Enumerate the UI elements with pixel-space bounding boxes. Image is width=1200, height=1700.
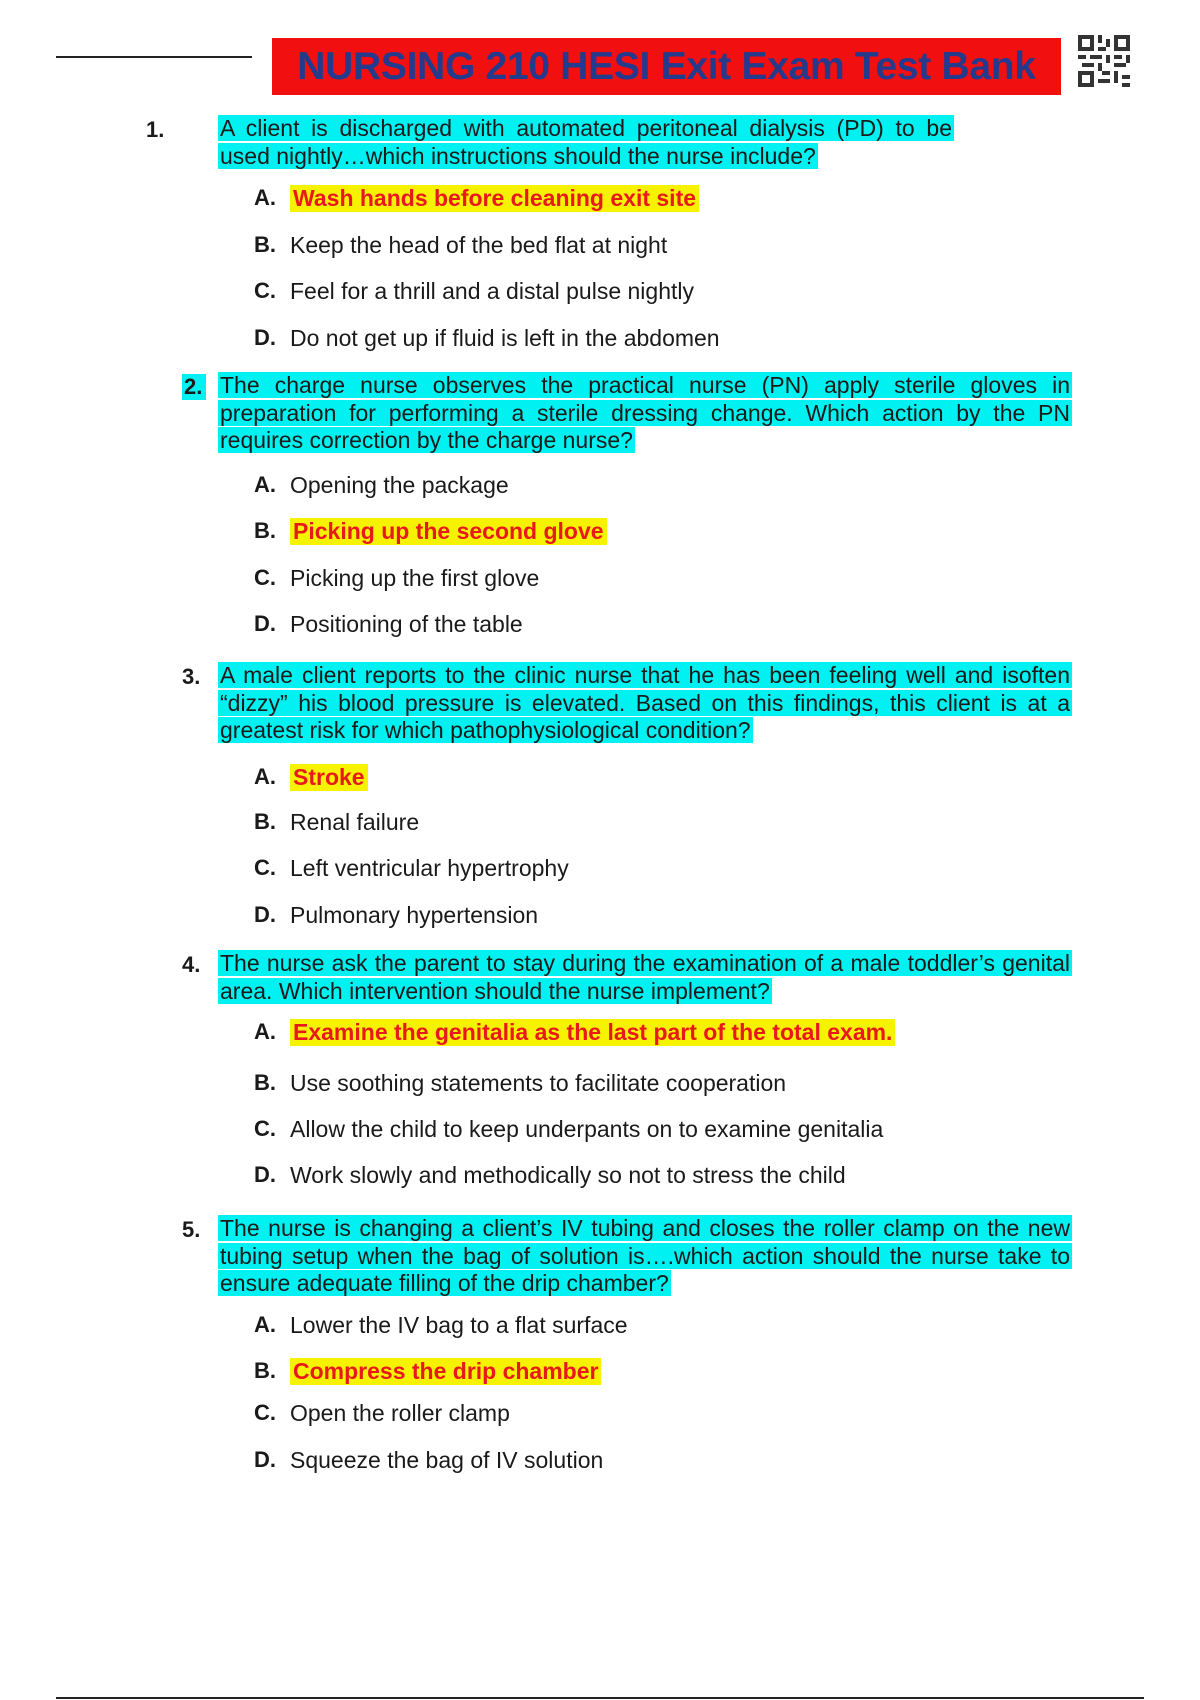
option-2c[interactable] [254, 563, 539, 593]
question-text-highlight: A male client reports to the clinic nurse that he has been feeling well and isoften “dizzy” his blood pressure is elevated. Based on this findings, this client is at a greatest risk for which pathophysiological condition? [220, 662, 1070, 743]
option-letter: D. [254, 611, 276, 636]
option-4d[interactable] [254, 1160, 846, 1190]
option-text: Renal failure [290, 808, 420, 835]
option-2b[interactable] [254, 516, 607, 546]
option-4b[interactable] [254, 1068, 786, 1098]
question-text [218, 115, 954, 170]
option-letter: C. [254, 1116, 276, 1141]
option-1b[interactable] [254, 230, 667, 260]
option-text: Left ventricular hypertrophy [290, 854, 569, 881]
option-3d[interactable] [254, 900, 538, 930]
question-text [218, 372, 1072, 455]
option-text: Keep the head of the bed flat at night [290, 231, 668, 258]
option-letter: B. [254, 1070, 276, 1095]
question-text-highlight: The charge nurse observes the practical nurse (PN) apply sterile gloves in preparation for performing a sterile dressing change. Which action by the PN requires correction by the charge nurse? [220, 372, 1070, 453]
option-5b[interactable] [254, 1356, 601, 1386]
correct-answer-text: Compress the drip chamber [290, 1358, 601, 1385]
correct-answer-text: Wash hands before cleaning exit site [290, 185, 699, 212]
option-text: Allow the child to keep underpants on to examine genitalia [290, 1115, 884, 1142]
option-letter: A. [254, 185, 276, 210]
option-letter: B. [254, 232, 276, 257]
option-letter: B. [254, 809, 276, 834]
option-4a[interactable] [254, 1017, 895, 1047]
option-letter: C. [254, 855, 276, 880]
option-2a[interactable] [254, 470, 509, 500]
correct-answer-text: Examine the genitalia as the last part of the total exam. [290, 1019, 895, 1046]
option-text: Feel for a thrill and a distal pulse nightly [290, 277, 694, 304]
option-letter: A. [254, 472, 276, 497]
option-text: Use soothing statements to facilitate cooperation [290, 1069, 787, 1096]
option-text: Squeeze the bag of IV solution [290, 1446, 604, 1473]
option-letter: C. [254, 278, 276, 303]
option-letter: D. [254, 1162, 276, 1187]
header-rule [56, 56, 252, 58]
option-letter: D. [254, 1447, 276, 1472]
question-text [218, 662, 1072, 745]
question-number: 3. [182, 664, 201, 689]
question-number: 5. [182, 1217, 201, 1242]
question-text-highlight: The nurse is changing a client’s IV tubing and closes the roller clamp on the new tubing setup when the bag of solution is….which action should the nurse take to ensure adequate filling of the drip chamber? [220, 1215, 1070, 1296]
option-text: Lower the IV bag to a flat surface [290, 1311, 628, 1338]
option-letter: A. [254, 764, 276, 789]
option-text: Positioning of the table [290, 610, 523, 637]
correct-answer-text: Picking up the second glove [290, 518, 607, 545]
question-number: 2. [182, 374, 206, 400]
question-text [218, 1215, 1072, 1298]
option-letter: D. [254, 325, 276, 350]
option-letter: B. [254, 518, 276, 543]
option-5d[interactable] [254, 1445, 603, 1475]
correct-answer-text: Stroke [290, 764, 368, 791]
option-4c[interactable] [254, 1114, 883, 1144]
option-text: Pulmonary hypertension [290, 901, 539, 928]
option-3a[interactable] [254, 762, 368, 792]
question-number: 1. [146, 117, 165, 142]
option-5a[interactable] [254, 1310, 628, 1340]
question-text-highlight: A client is discharged with automated peritoneal dialysis (PD) to be used nightly…which instructions should the nurse include? [220, 115, 952, 169]
option-text: Picking up the first glove [290, 564, 540, 591]
option-text: Work slowly and methodically so not to stress the child [290, 1161, 846, 1188]
footer-rule [56, 1697, 1144, 1699]
option-letter: D. [254, 902, 276, 927]
option-text: Opening the package [290, 471, 509, 498]
option-5c[interactable] [254, 1398, 510, 1428]
question-text-highlight: The nurse ask the parent to stay during the examination of a male toddler’s genital area. Which intervention should the nurse implement? [220, 950, 1070, 1004]
option-3c[interactable] [254, 853, 569, 883]
qr-code-icon [1078, 35, 1130, 87]
option-text: Do not get up if fluid is left in the abdomen [290, 324, 720, 351]
question-text [218, 950, 1072, 1005]
option-letter: C. [254, 1400, 276, 1425]
option-1c[interactable] [254, 276, 694, 306]
document-title: NURSING 210 HESI Exit Exam Test Bank [272, 38, 1061, 95]
option-text: Open the roller clamp [290, 1399, 510, 1426]
option-1a[interactable] [254, 183, 699, 213]
option-1d[interactable] [254, 323, 720, 353]
question-number: 4. [182, 952, 201, 977]
option-letter: A. [254, 1312, 276, 1337]
option-letter: B. [254, 1358, 276, 1383]
option-3b[interactable] [254, 807, 419, 837]
option-2d[interactable] [254, 609, 523, 639]
option-letter: C. [254, 565, 276, 590]
option-letter: A. [254, 1019, 276, 1044]
